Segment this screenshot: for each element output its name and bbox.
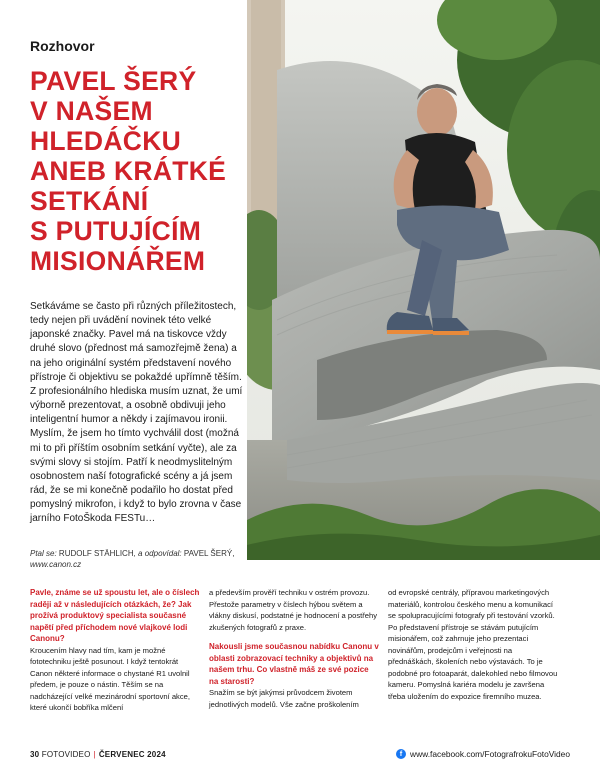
headline-line: HLEDÁČKU [30,126,182,156]
magazine-name: FOTOVIDEO [41,750,91,759]
headline-line: SETKÁNÍ [30,186,149,216]
headline-line: ANEB KRÁTKÉ [30,156,227,186]
credits [30,548,260,570]
headline-line: MISIONÁŘEM [30,246,206,276]
facebook-link[interactable] [396,749,570,759]
body-column-1 [30,587,200,714]
answer-2: Snažím se být jakýmsi průvodcem životem jednotlivých modelů. Vše začne proškolením [209,688,359,709]
answer-2-continued: od evropské centrály, přípravou marketingových materiálů, kontrolou českého menu a komunikací se spolupracujícími fotografy při testování vzorků. Po představení přístroje se stávám putujícím misionářem, což zahrnuje jeho prezentaci novinářům, prodejcům i veřejnosti na přednáškách, školeních nebo výstavách. To je podobné pro fotoaparát, dalekohled nebo filmovou kameru. Pomyslná kariéra modelu je završena třeba uložením do expozice firemního muzea. [388,588,558,701]
headline-line: PAVEL ŠERÝ [30,66,197,96]
headline-line: V NAŠEM [30,96,153,126]
facebook-url[interactable]: www.facebook.com/FotografrokuFotoVideo [410,749,570,759]
answer-1-continued: a především prověří techniku v ostrém provozu. Přestože parametry v číslech hýbou světem a vlákny diskusí, podstatné je hodnocení a postřehy zkušených fotografů z praxe. [209,588,378,632]
credits-asked-name: RUDOLF STÄHLICH [58,549,134,558]
footer [30,750,166,759]
section-label: Rozhovor [30,38,95,54]
photo-pavel-sery [247,0,600,560]
headline [30,66,245,276]
body-column-2 [209,587,379,710]
photo-illustration [247,0,600,560]
footer-separator: | [93,750,96,759]
credits-answered-label: , a odpovídal: [133,549,182,558]
answer-1: Kroucením hlavy nad tím, kam je možné fototechniku ještě posunout. I když tentokrát Canon některé informace o chystané R1 uvolnil předem, je pouze o nástin. Těším se na nadcházející velké mezinárodní sportovní akce, které ukončí bobříka mlčení [30,645,190,713]
credits-source: www.canon.cz [30,560,82,569]
body-column-3 [388,587,558,702]
question-1: Pavle, známe se už spoustu let, ale o číslech raději až v následujících otázkách, že? Jak prožívá produktový specialista současné napětí před příchodem nové vlajkové lodi Canonu? [30,588,200,644]
headline-line: S PUTUJÍCÍM [30,216,202,246]
issue-date: ČERVENEC 2024 [98,750,166,759]
intro-text [30,300,248,527]
credits-answered-name: PAVEL ŠERÝ, [183,549,235,558]
intro-paragraph: Setkáváme se často při různých příležitostech, tedy nejen při uvádění novinek této velké japonské značky. Pavel má na tiskovce vždy druhé slovo (přednost má samozřejmě žena) a na jeho originální systém představení nového přístroje či objektivu se pokaždé upřímně těším. Z profesionálního hlediska musím uznat, že umí výborně prezentovat, a osobně obdivuji jeho inteligentní humor a někdy i zajímavou ironii. Myslím, že jsem ho tímto vychválil dost (možná mi to při příštím osobním setkání vyčte), ale za svými slovy si stojím. Patří k neodmyslitelným osobnostem naší fotografické scény a já jsem rád, že se mi konečně podařilo ho dostat před pomyslný mikrofon, i když to bylo zrovna v čase jarního FotoŠkoda FESTu… [30,301,243,525]
page-number: 30 [30,750,40,759]
facebook-icon: f [396,749,406,759]
question-2: Nakousli jsme současnou nabídku Canonu v oblasti zobrazovací techniky a objektivů na našem trhu. Co vlastně máš ze své pozice na starosti? [209,642,379,686]
credits-asked-label: Ptal se: [30,549,57,558]
spacer [209,633,379,641]
